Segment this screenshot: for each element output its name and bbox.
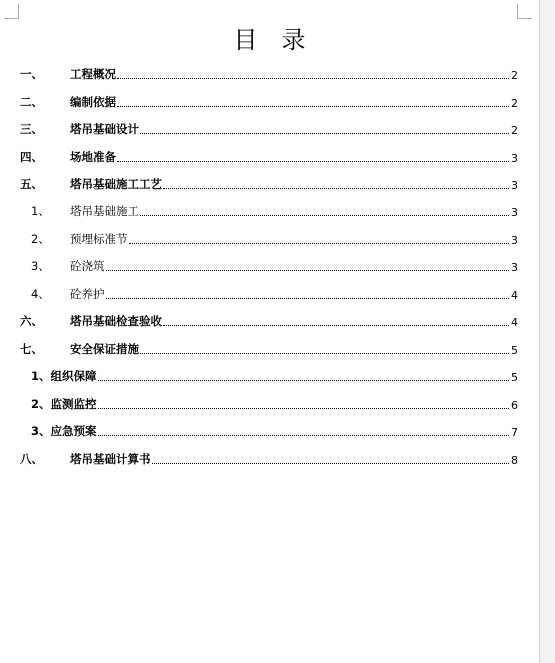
toc-entry[interactable] bbox=[20, 203, 518, 219]
toc-entry-number: 2、 bbox=[31, 397, 51, 411]
toc-entry-number: 3、 bbox=[31, 424, 51, 438]
toc-entry-page: 2 bbox=[511, 97, 518, 110]
toc-entry-number: 3、 bbox=[31, 259, 50, 273]
toc-entry-number: 六、 bbox=[20, 314, 43, 328]
toc-entry-page: 7 bbox=[511, 426, 518, 439]
toc-entry[interactable] bbox=[20, 286, 518, 302]
toc-entry-number: 三、 bbox=[20, 122, 43, 136]
toc-entry-title: 塔吊基础计算书 bbox=[70, 452, 151, 466]
toc-entry-title: 塔吊基础施工 bbox=[70, 204, 139, 218]
toc-entry-page: 2 bbox=[511, 69, 518, 82]
toc-entry[interactable] bbox=[20, 368, 518, 384]
toc-entry-title: 塔吊基础施工工艺 bbox=[70, 177, 162, 191]
toc-entry-title: 预埋标准节 bbox=[70, 232, 128, 246]
toc-dot-leader bbox=[140, 133, 509, 134]
toc-entry-number: 二、 bbox=[20, 95, 43, 109]
toc-dot-leader bbox=[98, 408, 509, 409]
toc-entry-title: 工程概况 bbox=[70, 67, 116, 81]
toc-entry[interactable] bbox=[20, 149, 518, 165]
toc-entry-page: 3 bbox=[511, 179, 518, 192]
toc-entry[interactable] bbox=[20, 66, 518, 82]
toc-entry-page: 6 bbox=[511, 399, 518, 412]
toc-entry-number: 4、 bbox=[31, 287, 50, 301]
toc-entry-number: 八、 bbox=[20, 452, 43, 466]
toc-entry-page: 3 bbox=[511, 234, 518, 247]
toc-title: 目 录 bbox=[233, 26, 306, 54]
toc-entry-title: 监测监控 bbox=[50, 397, 97, 411]
toc-entry-page: 5 bbox=[511, 344, 518, 357]
toc-entry[interactable] bbox=[20, 258, 518, 274]
toc-entry-title: 砼浇筑 bbox=[70, 259, 105, 273]
toc-entry-title: 砼养护 bbox=[70, 287, 105, 301]
toc-entry-number: 四、 bbox=[20, 150, 43, 164]
toc-entry-number: 1、 bbox=[31, 204, 50, 218]
toc-entry-number: 五、 bbox=[20, 177, 43, 191]
toc-entry[interactable] bbox=[20, 176, 518, 192]
toc-entry[interactable] bbox=[20, 396, 518, 412]
toc-dot-leader bbox=[140, 353, 509, 354]
toc-entry-page: 2 bbox=[511, 124, 518, 137]
toc-dot-leader bbox=[106, 270, 510, 271]
toc-entry-title: 塔吊基础检查验收 bbox=[70, 314, 162, 328]
toc-dot-leader bbox=[129, 243, 510, 244]
toc-dot-leader bbox=[117, 78, 509, 79]
toc-entry-page: 4 bbox=[511, 289, 518, 302]
toc-dot-leader bbox=[106, 298, 510, 299]
toc-entry[interactable] bbox=[20, 341, 518, 357]
toc-entry-number: 2、 bbox=[31, 232, 50, 246]
toc-dot-leader bbox=[163, 188, 509, 189]
toc-dot-leader bbox=[98, 435, 509, 436]
toc-entry-title: 应急预案 bbox=[50, 424, 97, 438]
toc-entry[interactable] bbox=[20, 423, 518, 439]
toc-entry-page: 4 bbox=[511, 316, 518, 329]
toc-entry-page: 8 bbox=[511, 454, 518, 467]
toc-dot-leader bbox=[140, 215, 509, 216]
toc-entry-page: 5 bbox=[511, 371, 518, 384]
toc-dot-leader bbox=[98, 380, 509, 381]
toc-entry[interactable] bbox=[20, 451, 518, 467]
toc-entry-title: 安全保证措施 bbox=[70, 342, 139, 356]
toc-entry-title: 编制依据 bbox=[70, 95, 116, 109]
toc-entry[interactable] bbox=[20, 94, 518, 110]
toc-dot-leader bbox=[163, 325, 509, 326]
toc-entry-number: 一、 bbox=[20, 67, 43, 81]
toc-entry[interactable] bbox=[20, 313, 518, 329]
toc-entry[interactable] bbox=[20, 121, 518, 137]
toc-entry-title: 塔吊基础设计 bbox=[70, 122, 139, 136]
toc-entry-number: 1、 bbox=[31, 369, 51, 383]
toc-dot-leader bbox=[152, 463, 510, 464]
toc-entry-number: 七、 bbox=[20, 342, 43, 356]
toc-entry-page: 3 bbox=[511, 261, 518, 274]
toc-entry[interactable] bbox=[20, 231, 518, 247]
toc-entry-title: 场地准备 bbox=[70, 150, 116, 164]
toc-dot-leader bbox=[117, 106, 509, 107]
toc-dot-leader bbox=[117, 161, 509, 162]
toc-entry-title: 组织保障 bbox=[50, 369, 97, 383]
toc-entry-page: 3 bbox=[511, 152, 518, 165]
toc-entry-page: 3 bbox=[511, 206, 518, 219]
